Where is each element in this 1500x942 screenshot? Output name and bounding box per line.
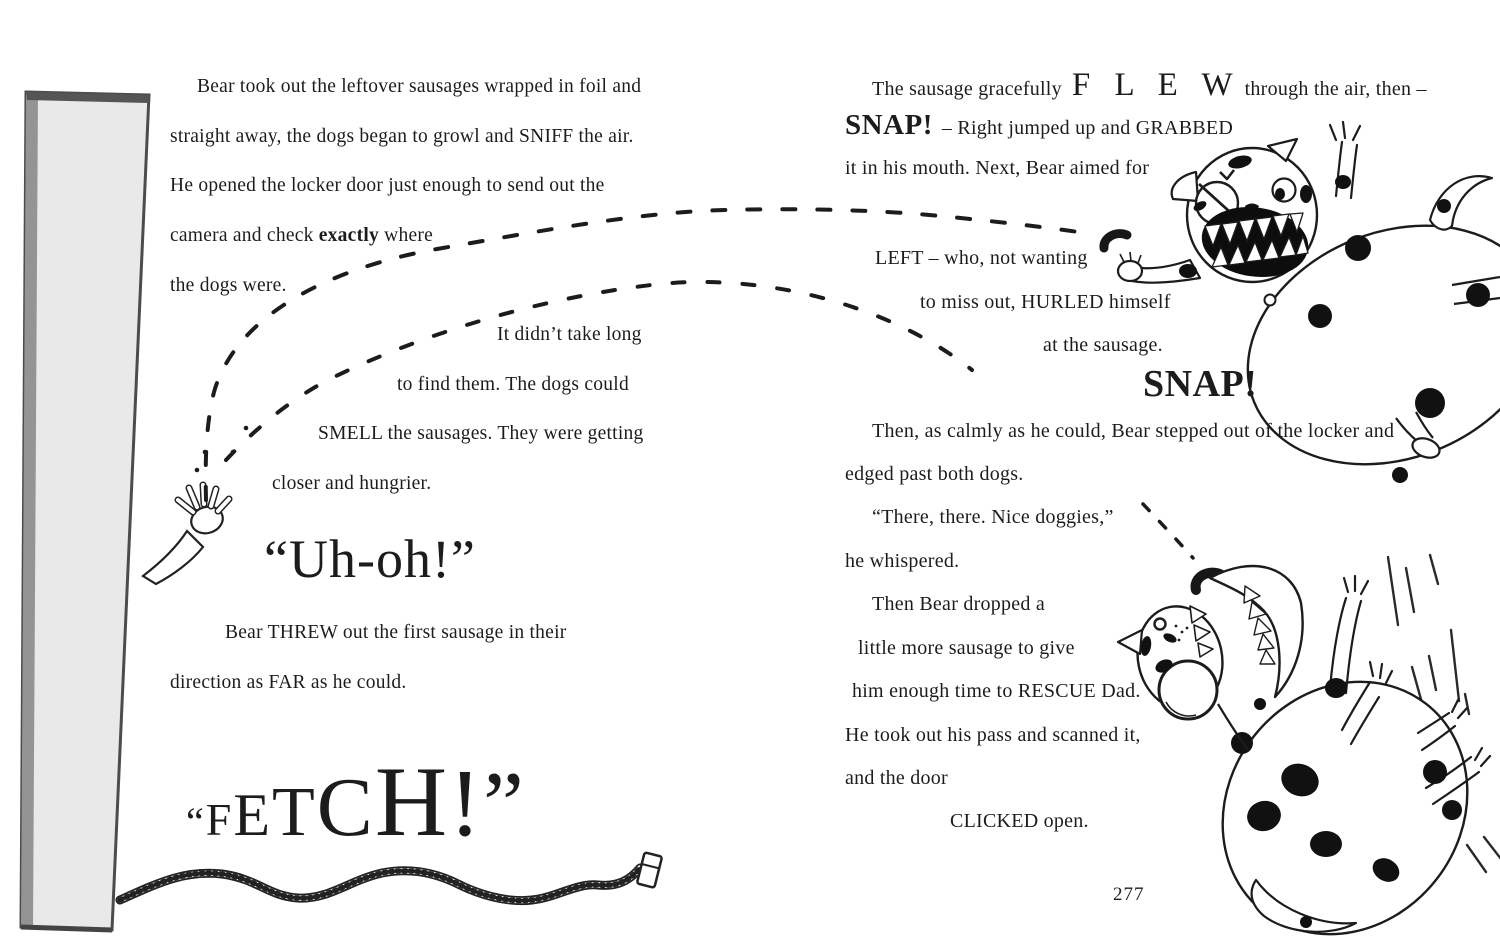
right-dropped-line-5: and the door	[845, 767, 948, 789]
left-paragraph-line-1: Bear took out the leftover sausages wrapped in foil and	[197, 76, 642, 97]
uh-oh-exclamation: “Uh-oh!”	[264, 529, 476, 589]
flew-post: through the air, then –	[1244, 78, 1427, 100]
left-paragraph-line-3: He opened the locker door just enough to send out the	[170, 175, 605, 196]
snap-big-exclamation: SNAP!	[1143, 363, 1258, 405]
right-stagger-line-1: LEFT – who, not wanting	[875, 247, 1088, 269]
left-stagger-line-2: to find them. The dogs could	[397, 374, 629, 395]
locker-door-illustration	[21, 92, 149, 930]
right-clicked-open-line: CLICKED open.	[950, 810, 1089, 832]
dalmatian-dog-leaping-illustration	[1104, 122, 1500, 507]
camera-device	[637, 852, 662, 887]
fetch-letter-c: C	[316, 761, 375, 854]
right-dropped-line-4: He took out his pass and scanned it,	[845, 724, 1141, 746]
fetch-letter-e: E	[233, 782, 273, 848]
left-stagger-line-3: SMELL the sausages. They were getting	[318, 423, 644, 444]
fetch-exclamation	[186, 746, 526, 857]
right-calm-line-1: Then, as calmly as he could, Bear stepped out of the locker and	[872, 420, 1395, 442]
camera-line-pre: camera and check	[170, 225, 319, 246]
right-dropped-line-3: him enough time to RESCUE Dad.	[852, 680, 1141, 702]
camera-line-post: where	[379, 225, 434, 246]
right-nice-doggies-line: “There, there. Nice doggies,”	[872, 506, 1114, 528]
left-threw-line-2: direction as FAR as he could.	[170, 672, 407, 693]
right-whispered-line: he whispered.	[845, 550, 960, 572]
fetch-close-quote: ”	[483, 753, 526, 855]
right-dropped-line-2: little more sausage to give	[858, 637, 1075, 659]
left-paragraph-line-2: straight away, the dogs began to growl and SNIFF the air.	[170, 126, 634, 147]
right-flew-line	[872, 66, 1427, 106]
left-threw-line-1: Bear THREW out the first sausage in their	[225, 622, 567, 643]
flew-big-word: F L E W	[1071, 67, 1241, 103]
left-stagger-line-1: It didn’t take long	[497, 324, 642, 345]
left-paragraph-line-4	[170, 224, 433, 247]
camera-line-bold: exactly	[318, 225, 380, 246]
right-calm-line-2: edged past both dogs.	[845, 463, 1024, 485]
fetch-letter-f: F	[205, 794, 234, 845]
page-number: 277	[1113, 884, 1145, 905]
left-paragraph-line-5: the dogs were.	[170, 275, 287, 296]
right-stagger-line-3: at the sausage.	[1043, 334, 1163, 356]
camera-cable-illustration	[120, 852, 662, 900]
fetch-letter-h: H	[374, 746, 450, 857]
right-line-3: it in his mouth. Next, Bear aimed for	[845, 157, 1150, 179]
flew-pre: The sausage gracefully	[872, 78, 1062, 100]
bear-hand-illustration	[143, 485, 229, 584]
dalmatian-dog-diving-illustration	[1118, 555, 1500, 942]
snap-inline-word: SNAP!	[845, 109, 933, 141]
left-stagger-line-4: closer and hungrier.	[272, 473, 432, 494]
fetch-open-quote: “	[186, 799, 206, 844]
fetch-bang: !	[449, 749, 483, 856]
right-stagger-line-2: to miss out, HURLED himself	[920, 291, 1171, 313]
right-dropped-line-1: Then Bear dropped a	[872, 593, 1046, 615]
right-snap-line	[845, 108, 1233, 143]
snap-line-rest: – Right jumped up and GRABBED	[941, 117, 1234, 139]
fetch-letter-t: T	[272, 774, 317, 851]
